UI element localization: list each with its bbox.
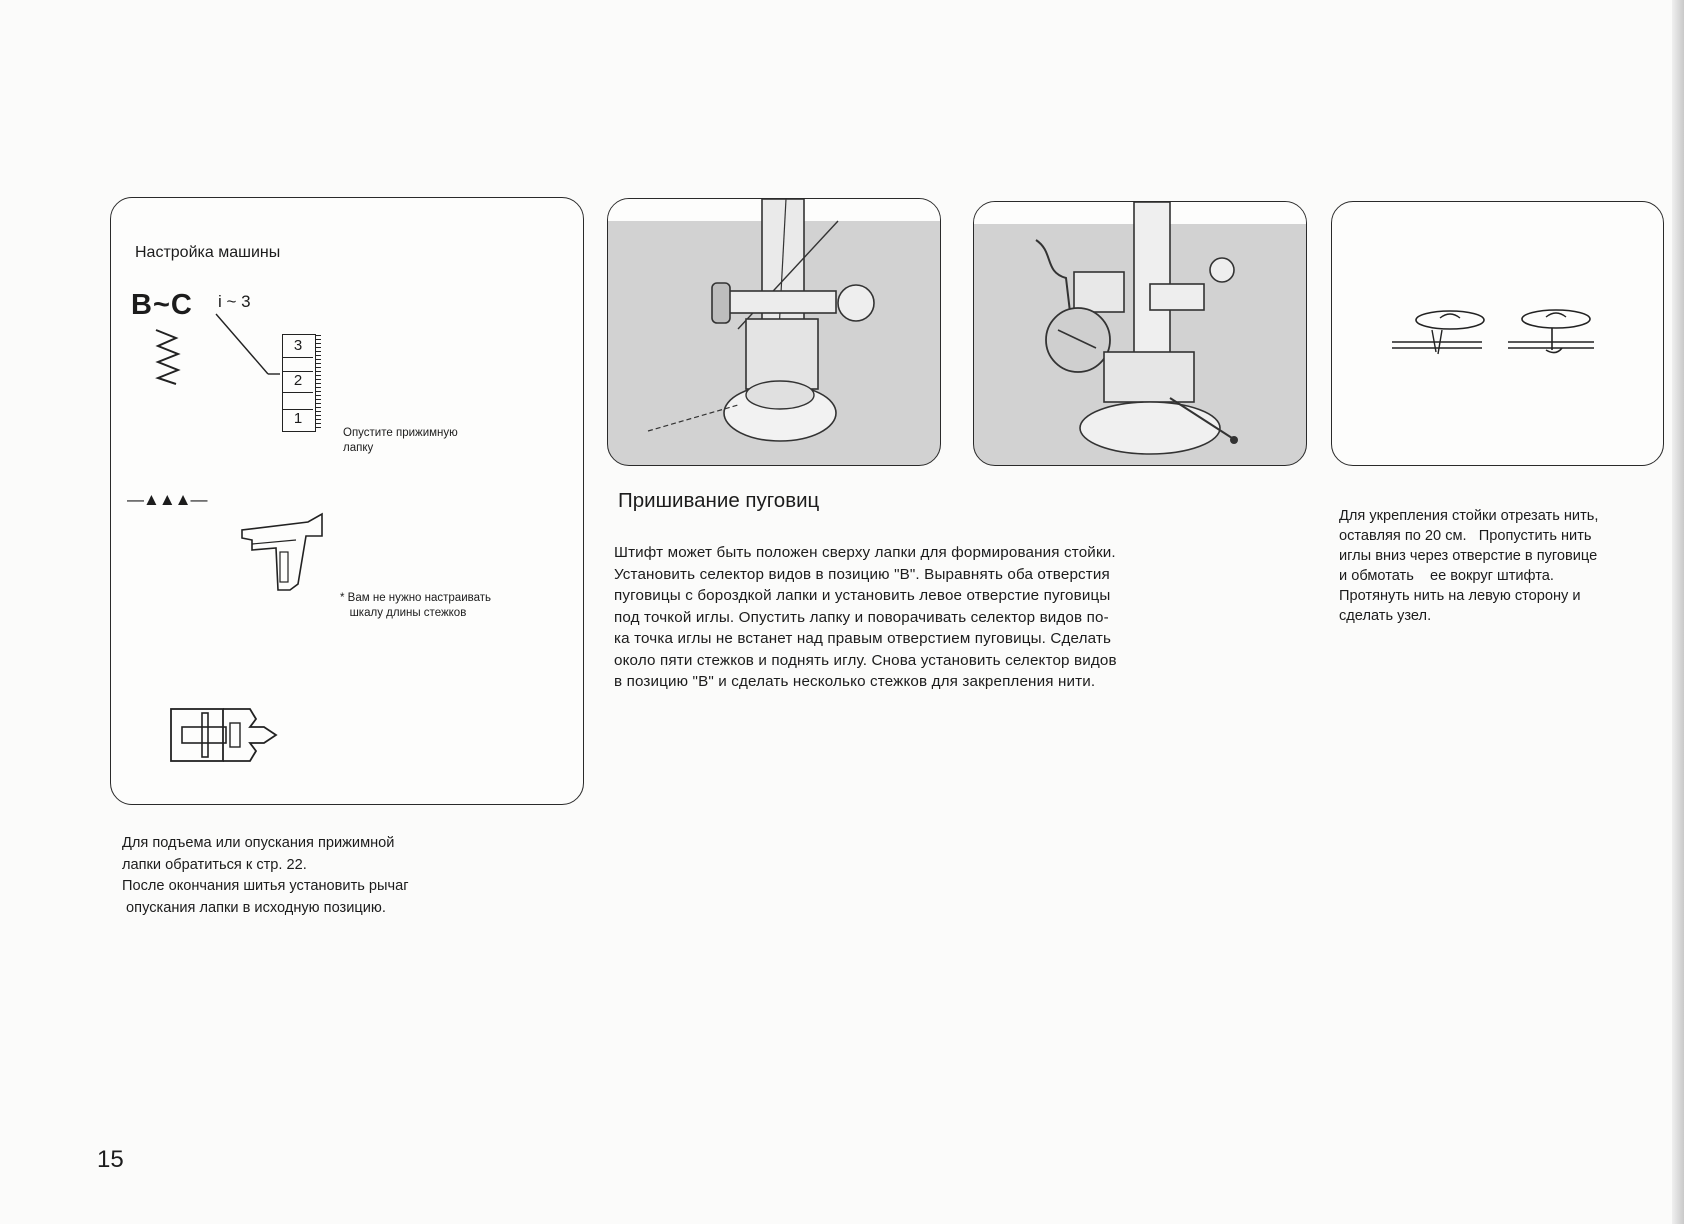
stitch-length-note: * Вам не нужно настраивать шкалу длины стежков [340,592,492,619]
feed-dog-symbol: —▲▲▲— [127,490,207,509]
shank-note: Для укрепления стойки отрезать нить, оставляя по 20 см. Пропустить нить иглы вниз через отверстие в пуговице и обмотать ее вокруг штифта. Протянуть нить на левую сторону и сделать узел. [1339,508,1599,624]
pattern-code: B~C [131,289,193,321]
button-sewing-foot-icon [168,705,280,765]
dial-number-1: 1 [283,409,313,430]
dial-number-3: 3 [283,337,313,358]
stitch-width-dial [282,334,316,432]
section-body: Штифт может быть положен сверху лапки для формирования стойки. Установить селектор видов в позицию "В". Выравнять оба отверстия пуговицы с бороздкой лапки и установить левое отверстие пуговицы под точкой иглы. Опустить лапку и поворачивать селектор видов по- ка точка иглы не встанет над правым отверстием пуговицы. Сделать около пяти стежков и поднять иглу. Снова установить селектор видов в позицию "В" и сделать несколько стежков для закрепления нити. [614,544,1117,690]
zigzag-stitch-icon [150,326,184,388]
lower-foot-note: Опустите прижимную лапку [343,427,458,454]
page-edge-shadow [1672,0,1684,1224]
dial-number-2: 2 [283,371,313,393]
dial-ticks [316,335,321,431]
settings-title: Настройка машины [135,244,281,261]
stitch-width-range: i ~ 3 [218,292,251,311]
page-number: 15 [97,1146,124,1173]
section-heading: Пришивание пуговиц [618,489,820,512]
dial-pointer-line [214,312,284,392]
presser-foot-note: Для подъема или опускания прижимной лапки обратиться к стр. 22. После окончания шитья установить рычаг опускания лапки в исходную позицию. [122,835,409,916]
button-alignment-illustration [607,198,941,466]
stitching-button-illustration [973,201,1307,466]
presser-foot-lever-icon [236,508,328,594]
shank-knot-illustration [1331,201,1664,466]
